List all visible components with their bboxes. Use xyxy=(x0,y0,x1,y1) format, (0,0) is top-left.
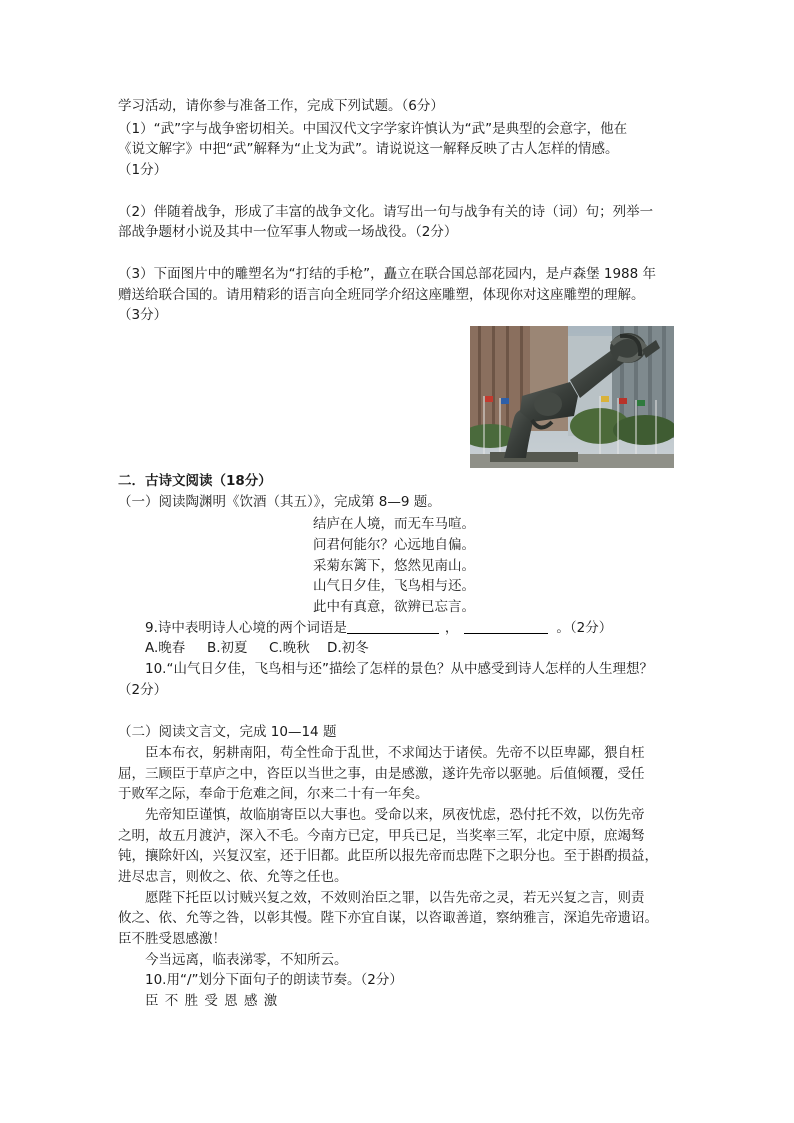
passage-line: 今当远离，临表涕零，不知所云。 xyxy=(145,952,348,968)
q1-score: （1分） xyxy=(118,162,168,178)
q10b-question: 10.用“/”划分下面句子的朗读节奏。（2分） xyxy=(145,972,403,988)
passage-line: 臣不胜受恩感激！ xyxy=(118,931,226,947)
q1-line2: 《说文解字》中把“武”解释为“止戈为武”。请说说这一解释反映了古人怎样的情感。 xyxy=(118,141,619,157)
passage-line: 先帝知臣谨慎，故临崩寄臣以大事也。受命以来，夙夜忧虑，恐付托不效，以伤先帝 xyxy=(145,807,645,823)
intro-text: 学习活动，请你参与准备工作，完成下列试题。（6分） xyxy=(118,98,444,114)
q9-suffix: 。（2分） xyxy=(556,620,613,636)
passage-line: 进尽忠言，则攸之、依、允等之任也。 xyxy=(118,869,348,885)
section2-heading: 二．古诗文阅读（18分） xyxy=(118,473,272,489)
part2-intro: （二）阅读文言文，完成 10—14 题 xyxy=(118,724,337,740)
q9-option-b: B.初夏 xyxy=(207,640,248,656)
q9-option-d: D.初冬 xyxy=(327,640,369,656)
part1-intro: （一）阅读陶渊明《饮酒（其五）》，完成第 8—9 题。 xyxy=(118,494,441,510)
q3-score: （3分） xyxy=(118,307,168,323)
passage-line: 愿陛下托臣以讨贼兴复之效，不效则治臣之罪，以告先帝之灵，若无兴复之言，则责 xyxy=(145,890,645,906)
poem-line: 问君何能尔？心远地自偏。 xyxy=(313,537,475,553)
q3-line2: 赠送给联合国的。请用精彩的语言向全班同学介绍这座雕塑，体现你对这座雕塑的理解。 xyxy=(118,287,645,303)
passage-line: 钝，攘除奸凶，兴复汉室，还于旧都。此臣所以报先帝而忠陛下之职分也。至于斟酌损益， xyxy=(118,848,658,864)
q9-option-c: C.晚秋 xyxy=(269,640,310,656)
poem-line: 结庐在人境，而无车马喧。 xyxy=(313,516,475,532)
passage-line: 于败军之际，奉命于危难之间，尔来二十有一年矣。 xyxy=(118,786,429,802)
q10a-line1: 10.“山气日夕佳，飞鸟相与还”描绘了怎样的景色？从中感受到诗人怎样的人生理想？ xyxy=(145,661,653,677)
passage-line: 之明，故五月渡泸，深入不毛。今南方已定，甲兵已足，当奖率三军，北定中原，庶竭驽 xyxy=(118,828,645,844)
passage-line: 屈，三顾臣于草庐之中，咨臣以当世之事，由是感激，遂许先帝以驱驰。后值倾覆，受任 xyxy=(118,766,645,782)
q2-line1: （2）伴随着战争，形成了丰富的战争文化。请写出一句与战争有关的诗（词）句；列举一 xyxy=(118,204,654,220)
q10a-score: （2分） xyxy=(118,682,168,698)
q9-prefix: 9.诗中表明诗人心境的两个词语是 xyxy=(145,620,347,636)
knotted-gun-sculpture-photo xyxy=(470,326,674,468)
q9-question xyxy=(145,618,612,638)
q9-options xyxy=(145,638,369,658)
passage-line: 臣本布衣，躬耕南阳，苟全性命于乱世，不求闻达于诸侯。先帝不以臣卑鄙，猥自枉 xyxy=(145,745,645,761)
poem-line: 此中有真意，欲辨已忘言。 xyxy=(313,599,475,615)
q9-separator: ， xyxy=(444,620,459,636)
poem-line: 采菊东篱下，悠然见南山。 xyxy=(313,558,475,574)
q10b-sentence: 臣 不 胜 受 恩 感 激 xyxy=(145,993,279,1009)
q9-option-a: A.晚春 xyxy=(145,640,186,656)
poem-line: 山气日夕佳，飞鸟相与还。 xyxy=(313,578,475,594)
q9-blank-1[interactable] xyxy=(347,619,439,634)
passage-line: 攸之、依、允等之咎，以彰其慢。陛下亦宜自谋，以咨诹善道，察纳雅言，深追先帝遗诏。 xyxy=(118,910,658,926)
q2-line2: 部战争题材小说及其中一位军事人物或一场战役。（2分） xyxy=(118,224,458,240)
q3-line1: （3）下面图片中的雕塑名为“打结的手枪”，矗立在联合国总部花园内，是卢森堡 1988 年 xyxy=(118,266,657,282)
q1-line1: （1）“武”字与战争密切相关。中国汉代文字学家许慎认为“武”是典型的会意字，他在 xyxy=(118,121,628,137)
q9-blank-2[interactable] xyxy=(464,619,548,634)
